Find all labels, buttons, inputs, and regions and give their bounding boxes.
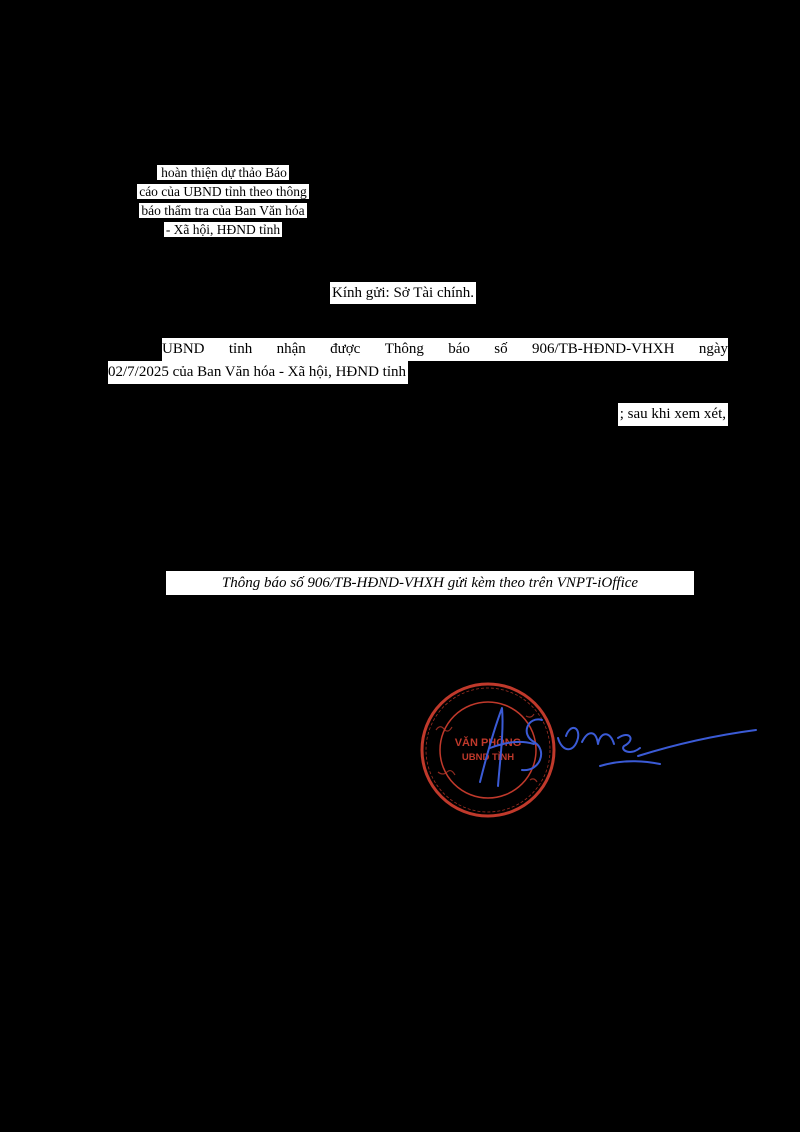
seal-text-line-1: VĂN PHÒNG: [454, 737, 522, 749]
seal-text-line-2: UBND TỈNH: [461, 752, 515, 763]
body-word: Thông: [384, 341, 424, 357]
subject-line-1: hoàn thiện dự thảo Báo: [157, 165, 289, 180]
subject-line-4: - Xã hội, HĐND tỉnh: [165, 222, 281, 237]
body-word: tỉnh: [228, 341, 253, 357]
document-subject: [112, 163, 334, 239]
body-word: 906/TB-HĐND-VHXH: [531, 341, 675, 357]
body-word: ngày: [698, 341, 728, 357]
body-word: nhận: [276, 341, 306, 357]
greeting-line: Kính gửi: Sở Tài chính.: [330, 282, 476, 304]
handwritten-signature-icon: [450, 690, 770, 800]
attachment-note: Thông báo số 906/TB-HĐND-VHXH gửi kèm theo trên VNPT-iOffice: [166, 571, 694, 595]
body-word: UBND: [162, 341, 205, 357]
body-word: số: [494, 341, 508, 357]
subject-line-3: báo thẩm tra của Ban Văn hóa: [141, 203, 305, 218]
subject-line-2: cáo của UBND tỉnh theo thông: [139, 184, 307, 199]
body-line-2: 02/7/2025 của Ban Văn hóa - Xã hội, HĐND tỉnh: [108, 361, 408, 384]
body-word: báo: [448, 341, 470, 357]
body-word: được: [330, 341, 361, 357]
body-line-3: ; sau khi xem xét,: [618, 403, 728, 426]
body-line-1: [162, 338, 728, 361]
